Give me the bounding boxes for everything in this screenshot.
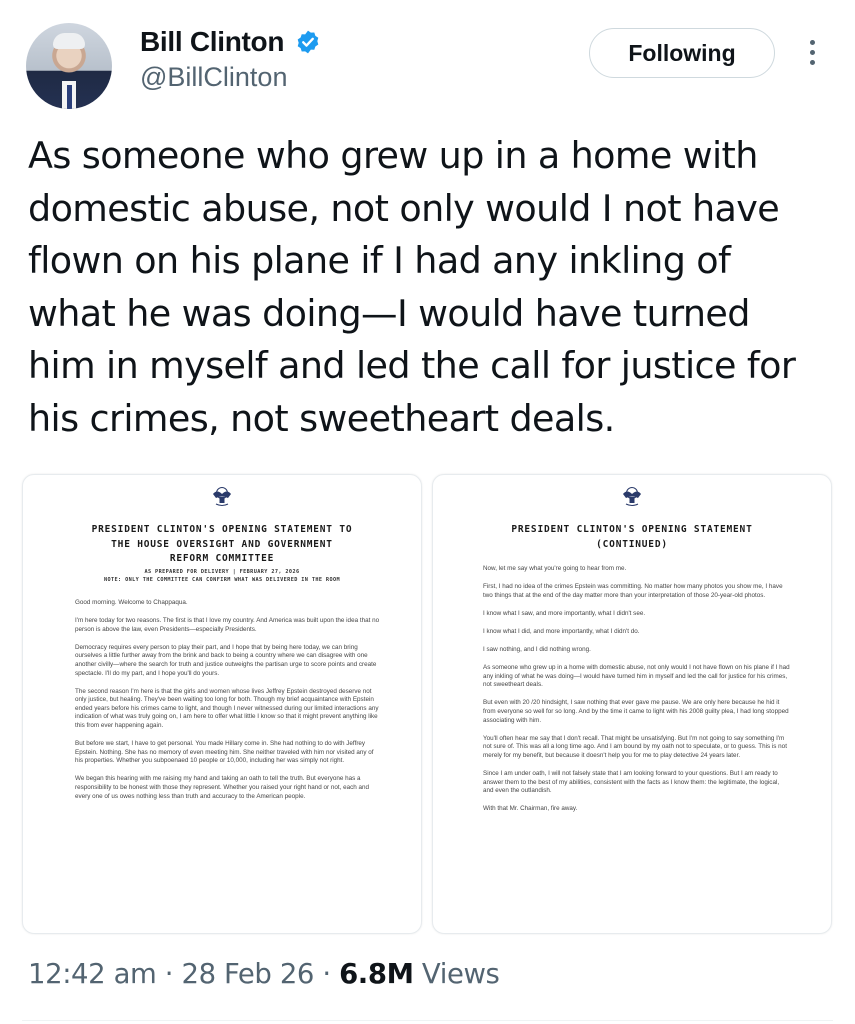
document-delivery-note: AS PREPARED FOR DELIVERY | FEBRUARY 27, 2026: [144, 569, 300, 575]
document-paragraph: Democracy requires every person to play their part, and I hope that by being here today, we can bring ourselves a little further away from the brink and back to being a country where we can disagree with one another civilly—where the search for truth and justice outweighs the partisan urge to score points and create spectacle. I'll do my part, and I hope you'll do yours.: [75, 643, 377, 677]
document-paragraph: You'll often hear me say that I don't recall. That might be unsatisfying. But I'm not going to say something I'm not sure of. This was all a long time ago. And I am bound by my oath not to speculate, or to guess. This is not merely for my benefit, but because it doesn't help you for me to play detective 24 years later.: [483, 734, 787, 759]
document-paragraph: As someone who grew up in a home with domestic abuse, not only would I not have flown on his plane if I had any inkling of what he was doing—I would have turned him in myself and led the call for justice for his crimes, not sweetheart deals.: [483, 664, 790, 689]
document-paragraph: I'm here today for two reasons. The first is that I love my country. And America was built upon the idea that no person is above the law, even Presidents—especially Presidents.: [75, 617, 380, 633]
verified-badge-icon: [295, 29, 321, 55]
more-dot: [810, 40, 815, 45]
more-dot: [810, 60, 815, 65]
avatar-tie: [67, 85, 72, 109]
tweet-text: As someone who grew up in a home with domestic abuse, not only would I not have flown on his plane if I had any inkling of what he was doing—I would have turned him in myself and led the call for justice for his crimes, not sweetheart deals.: [28, 134, 796, 440]
document-title: PRESIDENT CLINTON'S OPENING STATEMENT TO THE HOUSE OVERSIGHT AND GOVERNMENT REFORM COMMITTEE: [91, 524, 353, 564]
views-count: 6.8M: [339, 958, 414, 990]
document-confirm-note: NOTE: ONLY THE COMMITTEE CAN CONFIRM WHAT WAS DELIVERED IN THE ROOM: [103, 577, 341, 583]
views-label: Views: [421, 958, 500, 990]
document-image-2[interactable]: [432, 474, 832, 934]
document-paragraph: I know what I did, and more importantly, what I didn't do.: [483, 627, 640, 635]
author-handle[interactable]: @BillClinton: [140, 62, 288, 92]
tweet-media[interactable]: [22, 474, 832, 934]
tweet-time[interactable]: 12:42 am: [28, 958, 157, 990]
document-paragraph: We began this hearing with me raising my hand and taking an oath to tell the truth. But everyone has a responsibility to be honest with those they represent. Whether you raised your right hand or not, each and every one of us owes nothing less than truth and accuracy to the American people.: [75, 775, 370, 800]
document-title: PRESIDENT CLINTON'S OPENING STATEMENT (CONTINUED): [511, 524, 753, 550]
document-paragraph: First, I had no idea of the crimes Epstein was committing. No matter how many photos you show me, I have two things that at the end of the day matter more than your interpretation of those 20-year-old photos.: [483, 583, 783, 599]
author-name[interactable]: Bill Clinton: [140, 26, 285, 57]
author-name-row: [140, 26, 321, 58]
following-button[interactable]: Following: [589, 28, 775, 78]
meta-separator: ·: [322, 958, 331, 990]
document-image-1[interactable]: [22, 474, 422, 934]
meta-separator: ·: [164, 958, 174, 990]
document-paragraph: But even with 20 /20 hindsight, I saw nothing that ever gave me pause. We are only here because he hid it from everyone so well for so long. And by the time it came to light with his 2008 guilty plea, I had long stopped associating with him.: [483, 699, 789, 724]
avatar[interactable]: [26, 23, 112, 109]
more-dot: [810, 50, 815, 55]
tweet-header: [22, 18, 834, 113]
document-paragraph: But before we start, I have to get personal. You made Hillary come in. She had nothing to do with Jeffrey Epstein. Nothing. She has no memory of even meeting him. She neither traveled with him nor visited any of his properties. Whether you subpoenaed 10 people or 10,000, including her was simply not right.: [75, 740, 374, 765]
tweet-date[interactable]: 28 Feb 26: [181, 958, 315, 990]
document-paragraph: I know what I saw, and more importantly, what I didn't see.: [483, 609, 646, 617]
document-paragraph: I saw nothing, and I did nothing wrong.: [483, 645, 591, 653]
document-body: [75, 599, 383, 811]
document-body: [483, 565, 791, 823]
document-paragraph: Good morning. Welcome to Chappaqua.: [75, 599, 188, 606]
document-paragraph: The second reason I'm here is that the girls and women whose lives Jeffrey Epstein destroyed deserve not only justice, but healing. They've been waiting too long for both. Though my brief acquaintance with Epstein ended years before his crimes came to light, and though I never witnessed during our limited interactions any indication of what was truly going on, I am here to offer what little I know so that it might prevent anything like this from ever happening again.: [75, 687, 379, 730]
divider: [22, 1020, 833, 1021]
seal-icon: [210, 485, 234, 507]
avatar-hair: [53, 33, 85, 49]
document-paragraph: Since I am under oath, I will not falsely state that I am looking forward to your questions. But I am ready to answer them to the best of my abilities, consistent with the facts as I know them: the legitimate, the logical, and even the outlandish.: [483, 769, 780, 795]
document-paragraph: Now, let me say what you're going to hear from me.: [483, 565, 627, 572]
tweet-meta: [28, 958, 499, 990]
more-vertical-icon[interactable]: [808, 40, 816, 72]
seal-icon: [620, 485, 644, 507]
document-paragraph: With that Mr. Chairman, fire away.: [483, 805, 578, 813]
